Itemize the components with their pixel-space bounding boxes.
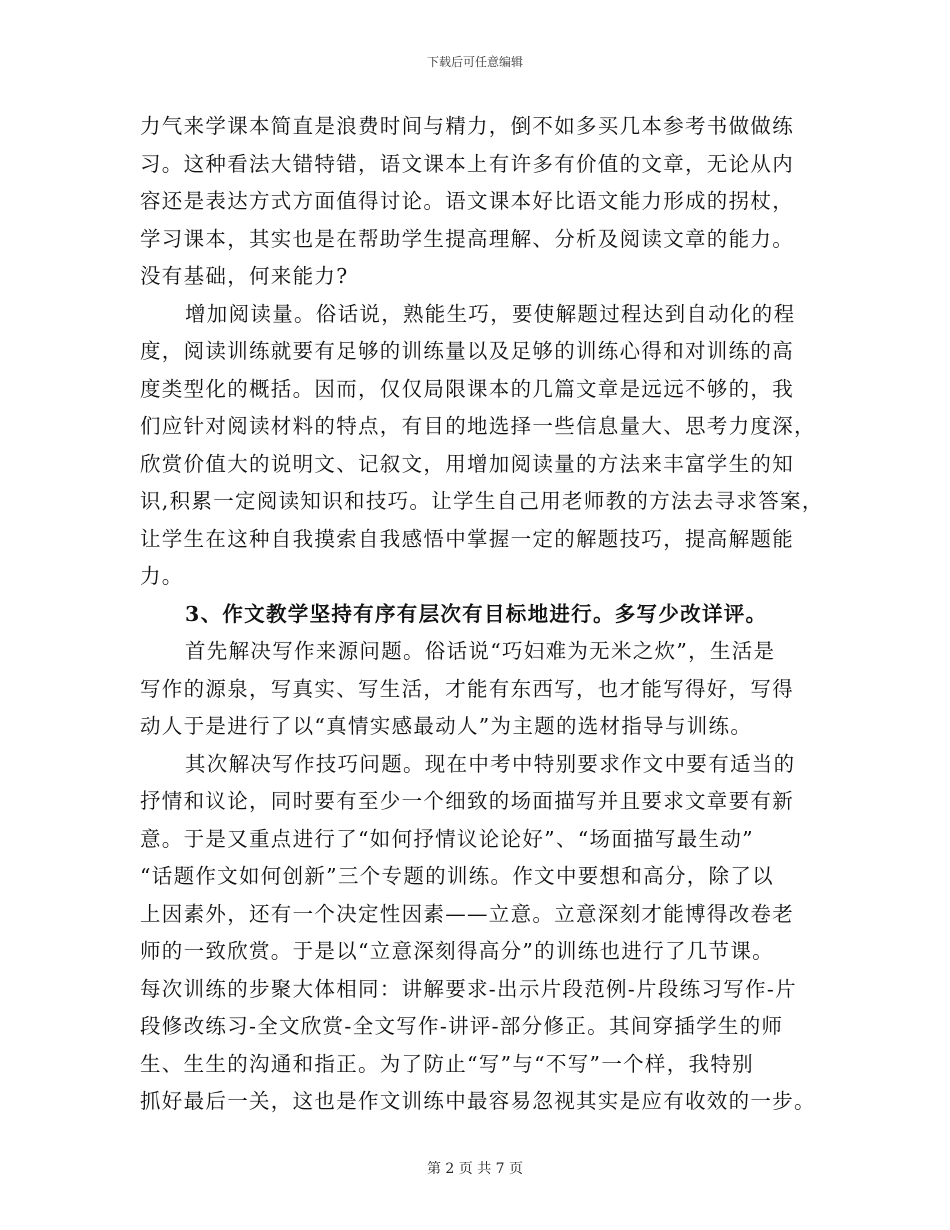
document-body <box>140 108 824 1121</box>
text-line: 容还是表达方式方面值得讨论。语文课本好比语文能力形成的拐杖， <box>140 189 794 213</box>
text-line: 首先解决写作来源问题。俗话说“巧妇难为无米之炊”，生活是 <box>185 639 776 663</box>
text-line: 写作的源泉，写真实、写生活，才能有东西写，也才能写得好，写得 <box>140 676 794 701</box>
text-line: 增加阅读量。俗话说，熟能生巧，要使解题过程达到自动化的程 <box>185 301 796 326</box>
text-line: 识,积累一定阅读知识和技巧。让学生自己用老师教的方法去寻求答案， <box>140 489 824 513</box>
text-line: 们应针对阅读材料的特点，有目的地选择一些信息量大、思考力度深， <box>140 414 816 438</box>
text-line: 每次训练的步聚大体相同：讲解要求-出示片段范例-片段练习写作-片 <box>140 976 797 1001</box>
text-line: 上因素外，还有一个决定性因素——立意。立意深刻才能博得改卷老 <box>140 901 794 926</box>
text-line: 欣赏价值大的说明文、记叙文，用增加阅读量的方法来丰富学生的知 <box>140 451 794 476</box>
text-line: 动人于是进行了以“真情实感最动人”为主题的选材指导与训练。 <box>140 714 753 738</box>
text-line: 度类型化的概括。因而，仅仅局限课本的几篇文章是远远不够的，我 <box>140 376 794 401</box>
text-line: 力气来学课本简直是浪费时间与精力，倒不如多买几本参考书做做练 <box>140 114 794 138</box>
section-heading: 3、作文教学坚持有序有层次有目标地进行。多写少改详评。 <box>185 601 768 626</box>
text-line: “话题作文如何创新”三个专题的训练。作文中要想和高分，除了以 <box>140 864 774 888</box>
text-line: 力。 <box>140 564 184 588</box>
text-line: 意。于是又重点进行了“如何抒情议论论好”、“场面描写最生动” <box>140 826 754 851</box>
page-footer: 第 2 页 共 7 页 <box>426 1161 524 1177</box>
text-line: 抓好最后一关，这也是作文训练中最容易忽视其实是应有收效的一步。 <box>140 1089 816 1113</box>
text-line: 让学生在这种自我摸索自我感悟中掌握一定的解题技巧，提高解题能 <box>140 526 794 551</box>
text-line: 段修改练习-全文欣赏-全文写作-讲评-部分修正。其间穿插学生的师 <box>140 1014 784 1038</box>
text-line: 生、生生的沟通和指正。为了防止“写”与“不写”一个样，我特别 <box>140 1051 754 1076</box>
page-header: 下载后可任意编辑 <box>426 55 523 69</box>
text-line: 习。这种看法大错特错，语文课本上有许多有价值的文章，无论从内 <box>140 151 794 176</box>
text-line: 抒情和议论，同时要有至少一个细致的场面描写并且要求文章要有新 <box>140 789 794 813</box>
text-line: 度，阅读训练就要有足够的训练量以及足够的训练心得和对训练的高 <box>140 339 794 363</box>
text-line: 没有基础，何来能力? <box>140 264 349 288</box>
text-line: 学习课本，其实也是在帮助学生提高理解、分析及阅读文章的能力。 <box>140 226 794 251</box>
text-line: 其次解决写作技巧问题。现在中考中特别要求作文中要有适当的 <box>185 751 796 776</box>
text-line: 师的一致欣赏。于是以“立意深刻得高分”的训练也进行了几节课。 <box>140 939 774 963</box>
